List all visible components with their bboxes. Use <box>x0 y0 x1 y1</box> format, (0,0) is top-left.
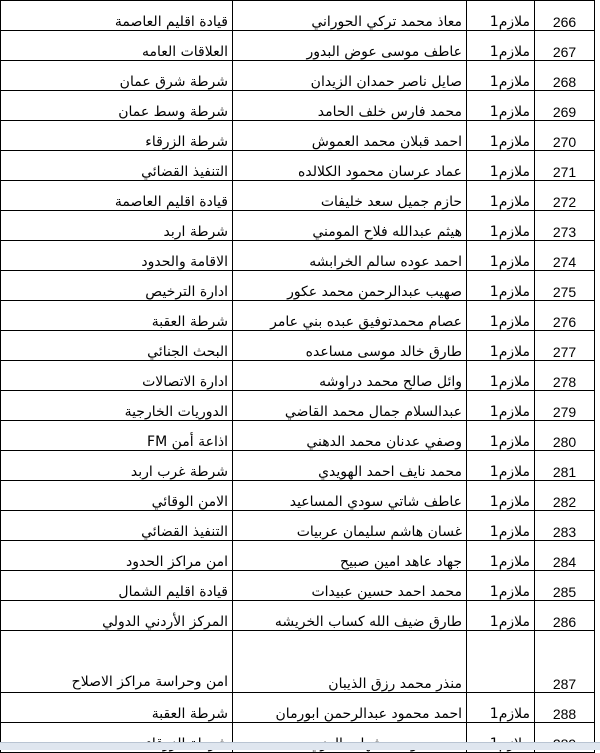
unit-cell: العلاقات العامه <box>1 31 233 61</box>
name-cell: عماد عرسان محمود الكلالده <box>233 151 467 181</box>
number-cell: 273 <box>535 211 595 241</box>
table-row <box>1 61 595 91</box>
table-row <box>1 181 595 211</box>
rank-cell: ملازم1 <box>467 421 535 451</box>
unit-cell: التنفيذ القضائي <box>1 151 233 181</box>
name-cell: غسان هاشم سليمان عربيات <box>233 511 467 541</box>
rank-cell: ملازم1 <box>467 61 535 91</box>
table-row <box>1 301 595 331</box>
number-cell: 271 <box>535 151 595 181</box>
rank-cell: ملازم1 <box>467 241 535 271</box>
number-cell: 281 <box>535 451 595 481</box>
rank-cell: ملازم1 <box>467 541 535 571</box>
table-row <box>1 31 595 61</box>
number-cell: 274 <box>535 241 595 271</box>
rank-cell: ملازم1 <box>467 301 535 331</box>
table-row <box>1 693 595 723</box>
table-row <box>1 631 595 693</box>
rank-cell: ملازم1 <box>467 601 535 631</box>
name-cell: عاطف موسى عوض البدور <box>233 31 467 61</box>
name-cell: جهاد عاهد امين صبيح <box>233 541 467 571</box>
unit-cell: اذاعة أمن FM <box>1 421 233 451</box>
unit-cell: شرطة الزرقاء <box>1 121 233 151</box>
name-cell: صايل ناصر حمدان الزيدان <box>233 61 467 91</box>
rank-cell: ملازم1 <box>467 31 535 61</box>
name-cell: هيثم عبدالله فلاح المومني <box>233 211 467 241</box>
name-cell: عاطف شاتي سودي المساعيد <box>233 481 467 511</box>
table-row <box>1 391 595 421</box>
number-cell: 283 <box>535 511 595 541</box>
table-row <box>1 1 595 31</box>
table-row <box>1 151 595 181</box>
table-row <box>1 421 595 451</box>
number-cell: 277 <box>535 331 595 361</box>
table-row <box>1 481 595 511</box>
rank-cell: ملازم1 <box>467 511 535 541</box>
number-cell: 276 <box>535 301 595 331</box>
name-cell: وائل صالح محمد دراوشه <box>233 361 467 391</box>
unit-cell: شرطة غرب اربد <box>1 451 233 481</box>
rank-cell: ملازم1 <box>467 121 535 151</box>
number-cell: 266 <box>535 1 595 31</box>
number-cell: 279 <box>535 391 595 421</box>
rank-cell: ملازم1 <box>467 271 535 301</box>
table-row <box>1 511 595 541</box>
name-cell: محمد نايف احمد الهويدي <box>233 451 467 481</box>
table-row <box>1 121 595 151</box>
table-row <box>1 331 595 361</box>
table-row <box>1 91 595 121</box>
unit-cell: الدوريات الخارجية <box>1 391 233 421</box>
rank-cell: ملازم1 <box>467 91 535 121</box>
unit-cell: امن مراكز الحدود <box>1 541 233 571</box>
unit-cell: شرطة شرق عمان <box>1 61 233 91</box>
number-cell: 278 <box>535 361 595 391</box>
rank-cell: ملازم1 <box>467 181 535 211</box>
unit-cell: ادارة الاتصالات <box>1 361 233 391</box>
unit-cell: قيادة اقليم العاصمة <box>1 181 233 211</box>
rank-cell: ملازم1 <box>467 1 535 31</box>
rank-cell <box>467 631 535 693</box>
table-row <box>1 211 595 241</box>
number-cell: 285 <box>535 571 595 601</box>
name-cell: صهيب عبدالرحمن محمد عكور <box>233 271 467 301</box>
rank-cell: ملازم1 <box>467 693 535 723</box>
name-cell: حازم جميل سعد خليفات <box>233 181 467 211</box>
name-cell: محمد احمد حسين عبيدات <box>233 571 467 601</box>
unit-cell: امن وحراسة مراكز الاصلاح <box>1 631 233 693</box>
name-cell: احمد عوده سالم الخرابشه <box>233 241 467 271</box>
number-cell: 275 <box>535 271 595 301</box>
page-bottom-edge <box>0 742 600 750</box>
name-cell: معاذ محمد تركي الحوراني <box>233 1 467 31</box>
name-cell: وصفي عدنان محمد الدهني <box>233 421 467 451</box>
table-row <box>1 451 595 481</box>
table-row <box>1 271 595 301</box>
rank-cell: ملازم1 <box>467 151 535 181</box>
unit-cell: البحث الجنائي <box>1 331 233 361</box>
rank-cell: ملازم1 <box>467 361 535 391</box>
unit-cell: شرطة اربد <box>1 211 233 241</box>
unit-cell: ادارة الترخيص <box>1 271 233 301</box>
rank-cell: ملازم1 <box>467 451 535 481</box>
number-cell: 272 <box>535 181 595 211</box>
name-cell: احمد قبلان محمد العموش <box>233 121 467 151</box>
unit-cell: قيادة اقليم الشمال <box>1 571 233 601</box>
name-cell: منذر محمد رزق الذيبان <box>233 631 467 693</box>
number-cell: 268 <box>535 61 595 91</box>
rank-cell: ملازم1 <box>467 571 535 601</box>
number-cell: 280 <box>535 421 595 451</box>
name-cell: طارق خالد موسى مساعده <box>233 331 467 361</box>
name-cell: طارق ضيف الله كساب الخريشه <box>233 601 467 631</box>
unit-cell: شرطة وسط عمان <box>1 91 233 121</box>
number-cell: 284 <box>535 541 595 571</box>
name-cell: عبدالسلام جمال محمد القاضي <box>233 391 467 421</box>
number-cell: 267 <box>535 31 595 61</box>
number-cell: 269 <box>535 91 595 121</box>
unit-cell: الاقامة والحدود <box>1 241 233 271</box>
name-cell: محمد فارس خلف الحامد <box>233 91 467 121</box>
number-cell: 288 <box>535 693 595 723</box>
rank-cell: ملازم1 <box>467 331 535 361</box>
table-row <box>1 241 595 271</box>
rank-cell: ملازم1 <box>467 481 535 511</box>
number-cell: 286 <box>535 601 595 631</box>
unit-cell: التنفيذ القضائي <box>1 511 233 541</box>
rank-cell: ملازم1 <box>467 211 535 241</box>
unit-cell: المركز الأردني الدولي <box>1 601 233 631</box>
name-cell: احمد محمود عبدالرحمن ابورمان <box>233 693 467 723</box>
number-cell: 282 <box>535 481 595 511</box>
table-row <box>1 601 595 631</box>
unit-cell: الامن الوقائي <box>1 481 233 511</box>
table-row <box>1 571 595 601</box>
unit-cell: قيادة اقليم العاصمة <box>1 1 233 31</box>
table-row <box>1 541 595 571</box>
rank-cell: ملازم1 <box>467 391 535 421</box>
name-cell: عصام محمدتوفيق عبده بني عامر <box>233 301 467 331</box>
number-cell: 270 <box>535 121 595 151</box>
unit-cell: شرطة العقبة <box>1 693 233 723</box>
unit-cell: شرطة العقبة <box>1 301 233 331</box>
number-cell: 287 <box>535 631 595 693</box>
table-row <box>1 361 595 391</box>
